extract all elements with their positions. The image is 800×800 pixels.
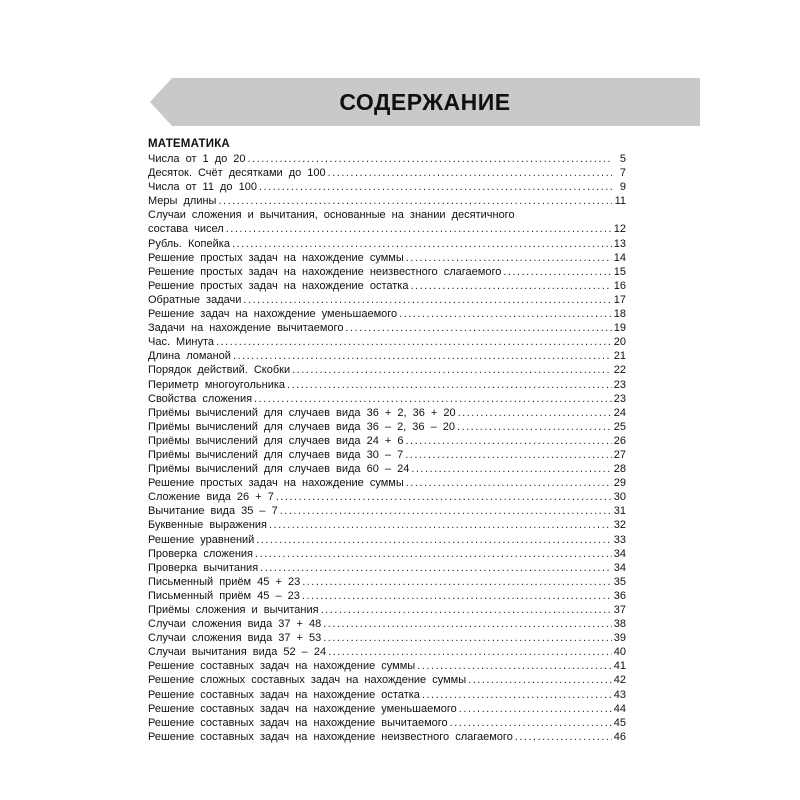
dot-leader [248,152,612,166]
toc-entry-title: Решение составных задач на нахождение остатка [148,688,420,701]
dot-leader [450,716,612,730]
toc-entry-page-number: 17 [613,293,626,306]
toc-entry-title: Буквенные выражения [148,519,267,532]
toc-entry-page-number: 23 [613,392,626,405]
toc-entry-page-number: 34 [613,547,626,560]
dot-leader [243,293,611,307]
toc-entry-title: Приёмы вычислений для случаев вида 36 + 2, 36 + 20 [148,406,456,419]
toc-entry [148,434,626,448]
dot-leader [233,349,612,363]
toc-entry-page-number: 33 [613,533,626,546]
toc-entry-title: Случаи сложения вида 37 + 53 [148,632,322,645]
dot-leader [269,518,612,532]
dot-leader [399,307,612,321]
dot-leader [406,476,612,490]
dot-leader [226,222,612,236]
dot-leader [345,321,611,335]
toc-entry [148,504,626,518]
dot-leader [417,659,612,673]
dot-leader [216,335,612,349]
toc-entry-title: Приёмы сложения и вычитания [148,604,319,616]
toc-entry-page-number: 44 [613,702,626,715]
toc-entry-title: Числа от 11 до 100 [148,181,257,194]
dot-leader [321,603,612,617]
dot-leader [302,575,612,589]
toc-entry-title: Решение составных задач на нахождение неизвестного слагаемого [148,730,513,743]
toc-entry [148,490,626,504]
toc-entry-title: Решение простых задач на нахождение остатка [148,279,409,292]
toc-entry [148,589,626,603]
toc-entry [148,222,626,236]
toc-entry-page-number: 21 [613,350,626,363]
toc-entry [148,293,626,307]
toc-entry [148,265,626,279]
toc-entry-title: Решение простых задач на нахождение суммы [148,251,404,264]
toc-entry [148,645,626,659]
toc-entry-page-number: 25 [613,420,626,433]
toc-entry [148,603,626,617]
toc-entry-title: Обратные задачи [148,293,242,306]
dot-leader [232,237,612,251]
toc-entry-page-number: 46 [613,730,626,743]
toc-entry-title: Письменный приём 45 – 23 [148,589,300,602]
dot-leader [457,420,612,434]
toc-entry [148,363,626,377]
dot-leader [406,434,612,448]
toc-entry [148,349,626,363]
toc-entry-page-number: 22 [613,364,626,377]
toc-entry [148,518,626,532]
toc-entry [148,180,626,194]
toc-entry-page-number: 14 [613,251,626,264]
toc-entry [148,730,626,744]
dot-leader [405,448,612,462]
toc-entry-page-number: 11 [614,195,626,208]
toc-entry-page-number: 41 [613,660,626,673]
dot-leader [218,194,612,208]
toc-entry [148,237,626,251]
toc-entry-page-number: 31 [613,505,626,518]
toc-entries [148,152,626,744]
toc-entry-page-number: 43 [613,688,626,701]
dot-leader [255,547,612,561]
toc-entry-title: Меры длины [148,195,217,208]
table-of-contents [148,136,626,744]
dot-leader [422,688,612,702]
dot-leader [410,279,611,293]
toc-entry-title: Длина ломаной [148,350,231,363]
toc-entry-page-number: 29 [613,477,626,490]
toc-entry-page-number: 27 [613,448,626,461]
toc-entry [148,321,626,335]
toc-entry [148,547,626,561]
toc-entry-title: Вычитание вида 35 – 7 [148,505,278,518]
toc-entry-title: Сложение вида 26 + 7 [148,491,274,504]
toc-entry [148,335,626,349]
toc-entry [148,166,626,180]
toc-entry [148,688,626,702]
toc-entry-page-number: 23 [613,378,626,391]
dot-leader [323,617,612,631]
toc-entry-page-number: 42 [613,674,626,687]
toc-entry-page-number: 28 [613,463,626,476]
dot-leader [328,166,612,180]
dot-leader [458,406,612,420]
dot-leader [515,730,612,744]
toc-entry-page-number: 19 [613,322,626,335]
dot-leader [459,702,612,716]
toc-entry-page-number: 40 [613,646,626,659]
dot-leader [276,490,612,504]
toc-entry-title: Числа от 1 до 20 [148,153,246,165]
toc-entry [148,617,626,631]
toc-entry [148,251,626,265]
toc-entry-title: Периметр многоугольника [148,378,286,391]
dot-leader [328,645,612,659]
toc-entry [148,279,626,293]
toc-entry-page-number: 13 [613,237,626,250]
toc-entry-title: Час. Минута [148,336,214,349]
toc-entry-title: Решение сложных составных задач на нахождение суммы [148,674,467,687]
dot-leader [256,533,611,547]
toc-entry-title: Решение простых задач на нахождение суммы [148,477,404,490]
dot-leader [254,392,612,406]
toc-entry [148,378,626,392]
toc-entry-page-number: 12 [613,223,626,236]
toc-entry-page-number: 45 [613,716,626,729]
toc-entry-page-number: 9 [619,181,626,194]
dot-leader [292,363,612,377]
toc-entry-page-number: 18 [613,308,626,321]
toc-entry-page-number: 5 [619,153,626,165]
toc-entry-title: Приёмы вычислений для случаев вида 60 – 24 [148,463,410,476]
toc-entry-title: Решение уравнений [148,533,255,546]
toc-entry-title: Приёмы вычислений для случаев вида 30 – 7 [148,448,404,461]
dot-leader [302,589,612,603]
toc-entry [148,194,626,208]
toc-entry-page-number: 32 [613,519,626,532]
dot-leader [411,462,611,476]
toc-entry [148,448,626,462]
toc-entry-title: Решение задач на нахождение уменьшаемого [148,308,398,321]
toc-entry-title: Решение составных задач на нахождение уменьшаемого [148,702,457,715]
toc-entry [148,533,626,547]
toc-entry [148,631,626,645]
toc-entry [148,420,626,434]
toc-entry [148,392,626,406]
toc-entry [148,307,626,321]
toc-entry-title: Рубль. Копейка [148,237,230,250]
toc-entry-page-number: 16 [613,279,626,292]
toc-entry-title: Задачи на нахождение вычитаемого [148,322,344,335]
toc-entry-title: Приёмы вычислений для случаев вида 36 – 2, 36 – 20 [148,420,456,433]
toc-entry-page-number: 7 [619,167,626,180]
toc-entry [148,462,626,476]
toc-entry-page-number: 37 [613,604,626,616]
toc-entry-title: Десяток. Счёт десятками до 100 [148,167,326,180]
title-banner [150,78,700,126]
toc-entry-page-number: 30 [613,491,626,504]
toc-entry-title: Порядок действий. Скобки [148,364,291,377]
toc-entry-title: Случаи сложения вида 37 + 48 [148,618,322,631]
toc-entry-text-line: Случаи сложения и вычитания, основанные на знании десятичного [148,209,515,222]
toc-entry-page-number: 15 [613,265,626,278]
toc-entry [148,716,626,730]
toc-entry-page-number: 38 [613,618,626,631]
dot-leader [259,180,612,194]
toc-entry-page-number: 39 [613,632,626,645]
dot-leader [260,561,612,575]
toc-entry [148,561,626,575]
toc-entry-page-number: 26 [613,434,626,447]
toc-entry [148,673,626,687]
page-title: СОДЕРЖАНИЕ [339,89,511,115]
toc-entry-title: Решение простых задач на нахождение неизвестного слагаемого [148,265,502,278]
dot-leader [287,378,612,392]
toc-entry [148,659,626,673]
toc-entry [148,476,626,490]
toc-entry [148,406,626,420]
section-title: МАТЕМАТИКА [148,138,230,150]
toc-entry-title: Проверка вычитания [148,561,259,574]
toc-entry-title: Случаи вычитания вида 52 – 24 [148,646,327,659]
toc-entry-title: Приёмы вычислений для случаев вида 24 + 6 [148,434,404,447]
toc-entry-page-number: 36 [613,589,626,602]
dot-leader [280,504,612,518]
toc-entry-page-number: 34 [613,561,626,574]
dot-leader [503,265,611,279]
dot-leader [323,631,612,645]
toc-entry [148,152,626,166]
toc-entry-title: состава чисел [148,223,224,236]
toc-entry-page-number: 20 [613,336,626,349]
toc-entry [148,702,626,716]
toc-entry-title: Письменный приём 45 + 23 [148,575,301,588]
toc-entry [148,575,626,589]
toc-entry-title: Проверка сложения [148,547,254,560]
dot-leader [468,673,612,687]
dot-leader [406,251,612,265]
toc-entry-page-number: 24 [613,406,626,419]
toc-entry-title: Решение составных задач на нахождение вычитаемого [148,716,448,729]
toc-entry-title: Свойства сложения [148,392,253,405]
toc-entry-title: Решение составных задач на нахождение суммы [148,660,416,673]
toc-entry-page-number: 35 [613,575,626,588]
